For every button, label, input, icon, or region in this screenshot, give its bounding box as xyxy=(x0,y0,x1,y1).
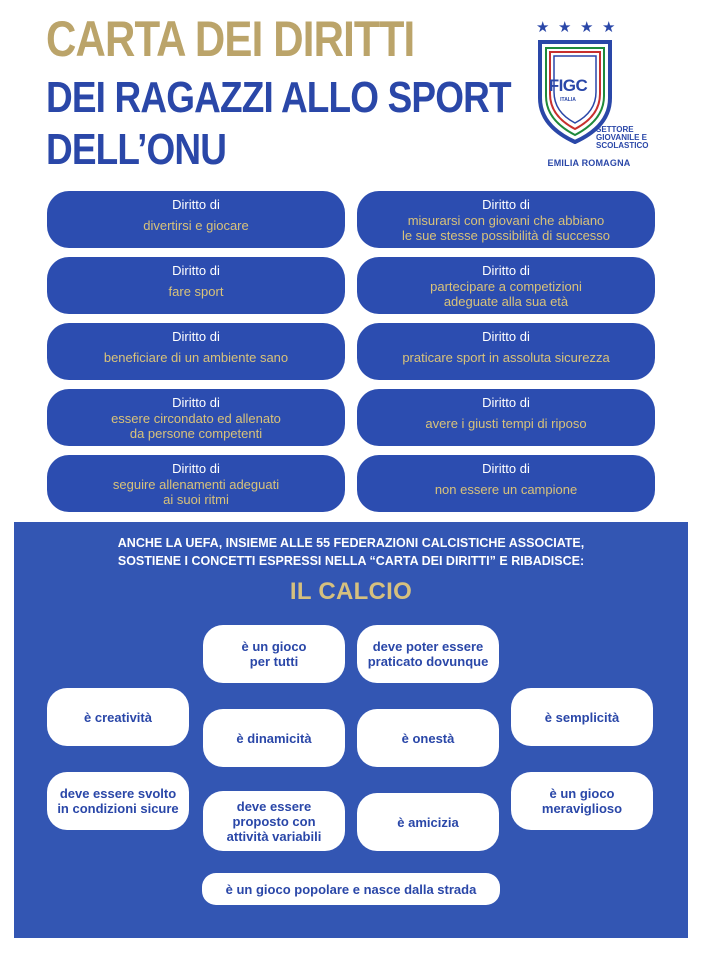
football-card: è dinamicità xyxy=(203,709,345,767)
right-card: Diritto di beneficiare di un ambiente sano xyxy=(47,323,345,380)
stars-icon: ★ ★ ★ ★ xyxy=(536,18,616,36)
sgs-logo-text: SETTORE GIOVANILE E SCOLASTICO xyxy=(596,125,649,150)
football-card: è un gioco meraviglioso xyxy=(511,772,653,830)
page-subtitle-line-2: DELL’ONU xyxy=(46,125,227,174)
page-title: CARTA DEI DIRITTI xyxy=(46,11,415,67)
italia-logo-text: ITALIA xyxy=(560,97,576,103)
football-card: è un gioco per tutti xyxy=(203,625,345,683)
right-card: Diritto di non essere un campione xyxy=(357,455,655,512)
section-title: IL CALCIO xyxy=(289,578,413,605)
right-card: Diritto di essere circondato ed allenato da persone competenti xyxy=(47,389,345,446)
football-card: deve essere svolto in condizioni sicure xyxy=(47,772,189,830)
football-card: è onestà xyxy=(357,709,499,767)
uefa-band xyxy=(14,522,688,938)
right-card: Diritto di divertirsi e giocare xyxy=(47,191,345,248)
right-card: Diritto di misurarsi con giovani che abbiano le sue stesse possibilità di successo xyxy=(357,191,655,248)
football-card: è semplicità xyxy=(511,688,653,746)
football-card: è un gioco popolare e nasce dalla strada xyxy=(202,873,500,905)
right-card: Diritto di seguire allenamenti adeguati ai suoi ritmi xyxy=(47,455,345,512)
page-subtitle-line-1: DEI RAGAZZI ALLO SPORT xyxy=(46,73,511,122)
football-card: è amicizia xyxy=(357,793,499,851)
football-card: deve essere proposto con attività variabili xyxy=(203,791,345,851)
uefa-intro: ANCHE LA UEFA, INSIEME ALLE 55 FEDERAZIONI CALCISTICHE ASSOCIATE, SOSTIENE I CONCETTI ESPRESSI NELLA “CARTA DEI DIRITTI” E RIBADISCE: xyxy=(117,536,585,568)
figc-logo-text: FIGC xyxy=(548,76,588,95)
region-label: EMILIA ROMAGNA xyxy=(547,158,631,168)
football-card: deve poter essere praticato dovunque xyxy=(357,625,499,683)
right-card: Diritto di fare sport xyxy=(47,257,345,314)
right-card: Diritto di praticare sport in assoluta sicurezza xyxy=(357,323,655,380)
figc-logo xyxy=(530,20,660,170)
right-card: Diritto di avere i giusti tempi di riposo xyxy=(357,389,655,446)
right-card: Diritto di partecipare a competizioni adeguate alla sua età xyxy=(357,257,655,314)
football-card: è creatività xyxy=(47,688,189,746)
